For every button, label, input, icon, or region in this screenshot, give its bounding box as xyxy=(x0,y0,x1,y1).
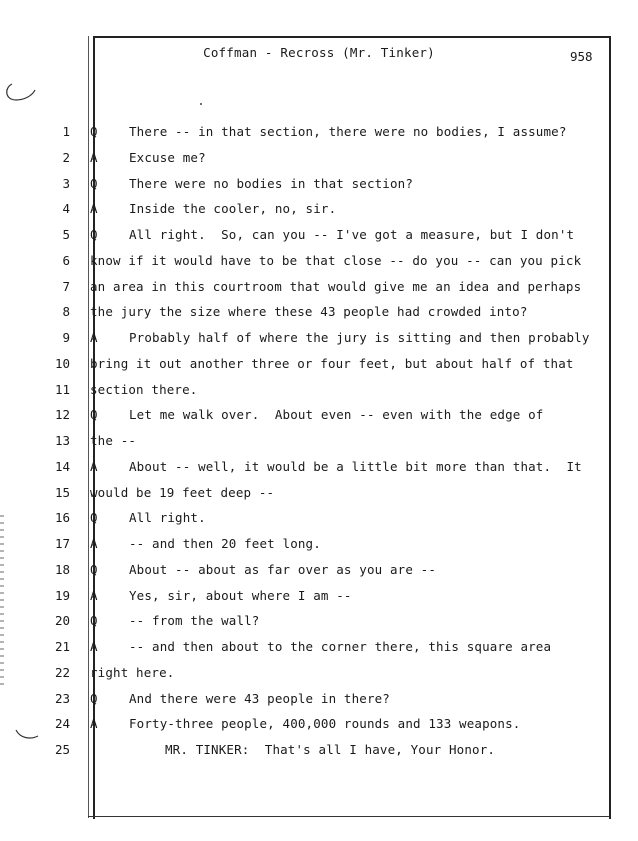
line-number: 21 xyxy=(54,639,70,654)
page-header-title: Coffman - Recross (Mr. Tinker) xyxy=(203,45,435,60)
line-text: bring it out another three or four feet, but about half of that xyxy=(90,355,574,371)
speaker-label: Q xyxy=(90,124,98,139)
transcript-line xyxy=(0,433,638,453)
line-text: About -- well, it would be a little bit more than that. It xyxy=(129,458,582,474)
transcript-line xyxy=(0,459,638,479)
transcript-line xyxy=(0,330,638,350)
speaker-label: A xyxy=(90,639,98,654)
transcript-line xyxy=(0,536,638,556)
transcript-line xyxy=(0,485,638,505)
line-text: About -- about as far over as you are -- xyxy=(129,561,437,577)
transcript-line xyxy=(0,665,638,685)
line-text: There -- in that section, there were no bodies, I assume? xyxy=(129,124,567,139)
speaker-label: Q xyxy=(90,407,98,423)
line-number: 9 xyxy=(62,330,70,345)
line-number: 24 xyxy=(54,716,70,732)
line-text: know if it would have to be that close -- do you -- can you pick xyxy=(90,252,582,268)
transcript-line xyxy=(0,691,638,711)
line-number: 8 xyxy=(62,304,70,320)
transcript-line xyxy=(0,562,638,582)
line-number: 12 xyxy=(54,407,70,423)
speaker-label: Q xyxy=(90,510,98,526)
line-number: 6 xyxy=(62,252,70,268)
line-number: 7 xyxy=(62,278,70,294)
speaker-label: A xyxy=(90,536,98,551)
speaker-label: A xyxy=(90,201,98,217)
line-number: 3 xyxy=(62,175,70,191)
line-number: 16 xyxy=(54,510,70,526)
transcript-line xyxy=(0,253,638,273)
line-text: would be 19 feet deep -- xyxy=(90,484,275,500)
speaker-label: Q xyxy=(90,561,98,577)
line-number: 25 xyxy=(54,742,70,757)
line-number: 23 xyxy=(54,690,70,706)
speaker-label: A xyxy=(90,458,98,474)
speaker-label: A xyxy=(90,330,98,345)
line-number: 1 xyxy=(62,124,70,139)
line-number: 2 xyxy=(62,149,70,165)
line-number: 20 xyxy=(54,613,70,629)
transcript-line xyxy=(0,382,638,402)
transcript-line xyxy=(0,716,638,736)
line-text: All right. xyxy=(129,510,206,526)
line-number: 11 xyxy=(54,381,70,397)
transcript-line xyxy=(0,639,638,659)
line-text: an area in this courtroom that would give me an idea and perhaps xyxy=(90,278,582,294)
speaker-label: Q xyxy=(90,227,98,242)
transcript-line xyxy=(0,176,638,196)
transcript-line xyxy=(0,613,638,633)
line-number: 18 xyxy=(54,561,70,577)
line-text: the jury the size where these 43 people had crowded into? xyxy=(90,304,528,320)
line-text: And there were 43 people in there? xyxy=(129,690,390,706)
line-text: Probably half of where the jury is sitting and then probably xyxy=(129,330,590,345)
line-text: -- from the wall? xyxy=(129,613,260,629)
line-number: 17 xyxy=(54,536,70,551)
transcript-line xyxy=(0,304,638,324)
line-text: right here. xyxy=(90,664,175,680)
line-number: 5 xyxy=(62,227,70,242)
speaker-label: Q xyxy=(90,175,98,191)
line-text: the -- xyxy=(90,433,137,448)
transcript-line xyxy=(0,742,638,762)
transcript-line xyxy=(0,510,638,530)
line-number: 15 xyxy=(54,484,70,500)
line-text: All right. So, can you -- I've got a measure, but I don't xyxy=(129,227,575,242)
line-text: -- and then about to the corner there, this square area xyxy=(129,639,552,654)
transcript-line xyxy=(0,150,638,170)
line-text: Forty-three people, 400,000 rounds and 133 weapons. xyxy=(129,716,521,732)
line-number: 4 xyxy=(62,201,70,217)
transcript-line xyxy=(0,407,638,427)
transcript-line xyxy=(0,201,638,221)
transcript-line xyxy=(0,279,638,299)
line-text: section there. xyxy=(90,381,198,397)
line-number: 22 xyxy=(54,664,70,680)
speaker-label: A xyxy=(90,587,98,603)
speaker-label: Q xyxy=(90,690,98,706)
line-number: 19 xyxy=(54,587,70,603)
line-text: MR. TINKER: That's all I have, Your Honor. xyxy=(165,742,496,757)
line-text: Let me walk over. About even -- even with the edge of xyxy=(129,407,544,423)
speaker-label: A xyxy=(90,149,98,165)
speaker-label: A xyxy=(90,716,98,732)
line-text: There were no bodies in that section? xyxy=(129,175,413,191)
line-text: Excuse me? xyxy=(129,149,206,165)
speaker-label: Q xyxy=(90,613,98,629)
line-text: Yes, sir, about where I am -- xyxy=(129,587,352,603)
transcript-line xyxy=(0,588,638,608)
transcript-line xyxy=(0,227,638,247)
line-number: 14 xyxy=(54,458,70,474)
page-number: 958 xyxy=(570,49,593,64)
line-number: 13 xyxy=(54,433,70,448)
transcript-line xyxy=(0,356,638,376)
line-number: 10 xyxy=(54,355,70,371)
transcript-line xyxy=(0,124,638,144)
line-text: -- and then 20 feet long. xyxy=(129,536,321,551)
line-text: Inside the cooler, no, sir. xyxy=(129,201,337,217)
